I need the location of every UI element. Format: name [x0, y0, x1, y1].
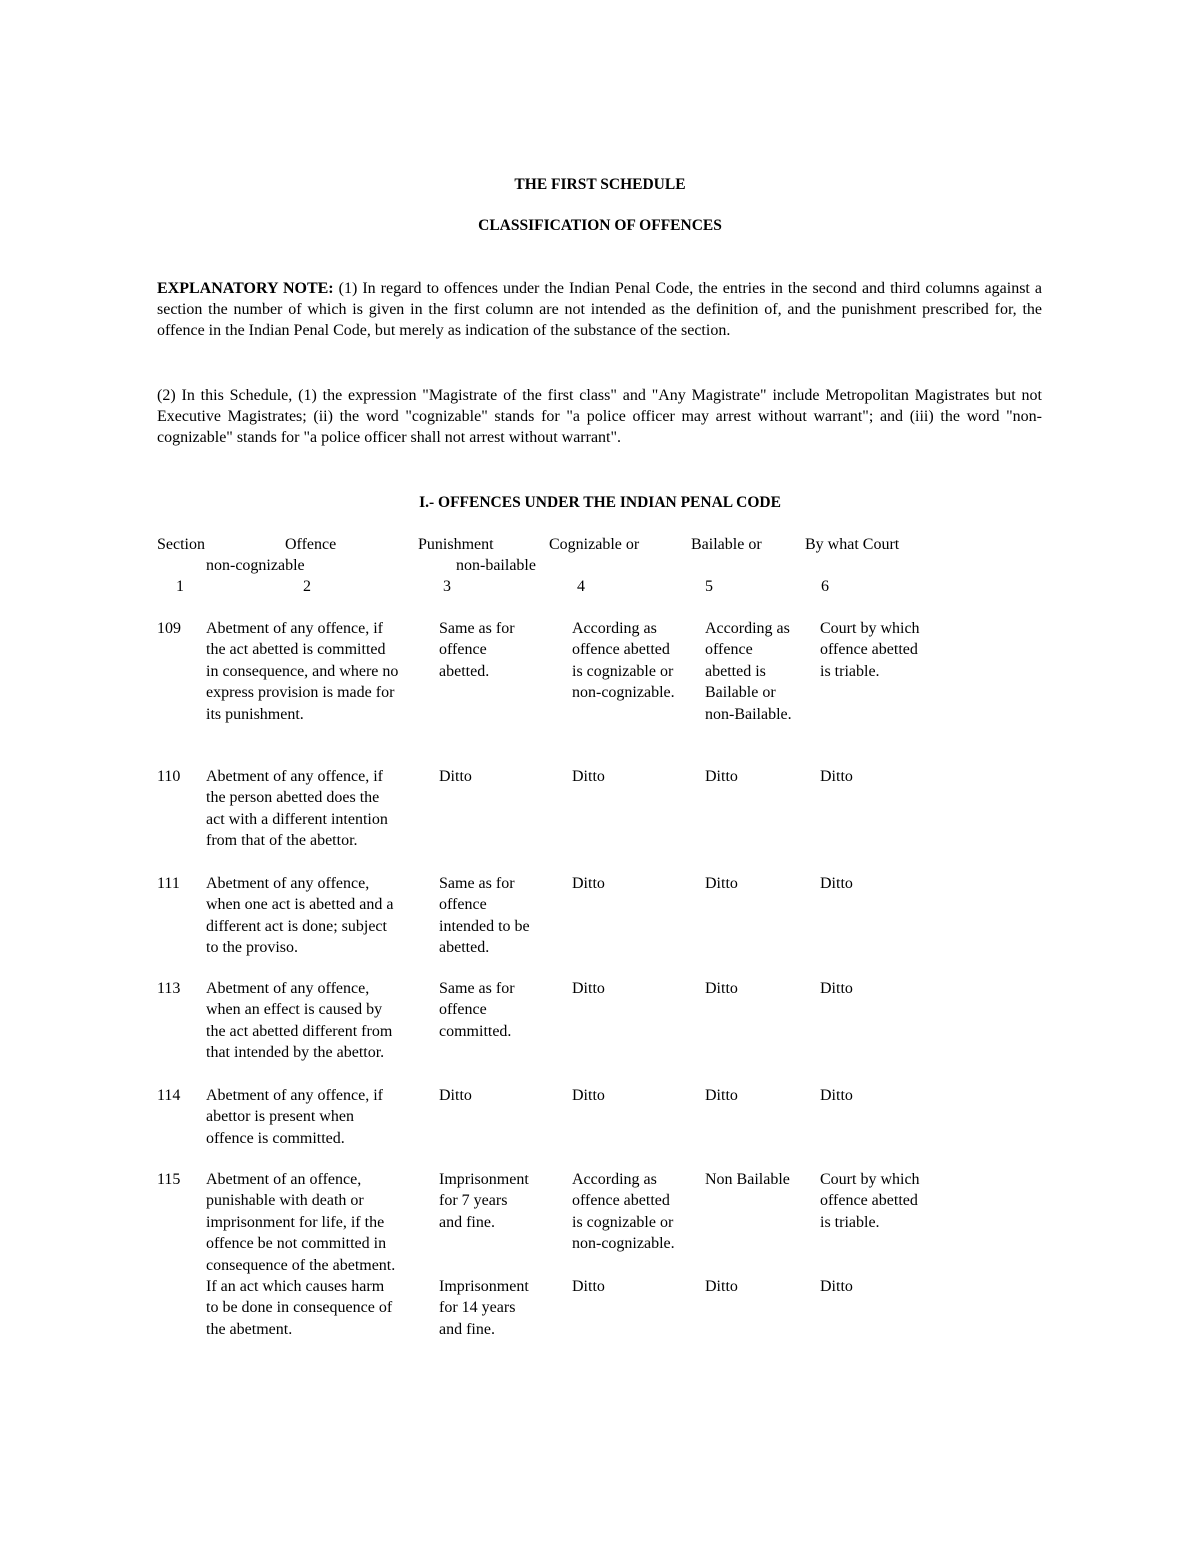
row-punishment: Imprisonment for 7 years and fine.	[439, 1171, 529, 1231]
row-cognizable: According as offence abetted is cognizable or non-cognizable.	[572, 620, 675, 702]
row-court: Court by which offence abetted is triable.	[820, 1171, 920, 1231]
row-bailable: Ditto	[705, 980, 738, 997]
row-punishment: Ditto	[439, 768, 472, 785]
row-court: Ditto	[820, 768, 853, 785]
row-offence: Abetment of any offence, when an effect is caused by the act abetted different from that intended by the abettor.	[206, 980, 393, 1062]
explanatory-note-1	[157, 278, 1042, 341]
row-bailable: According as offence abetted is Bailable or non-Bailable.	[705, 620, 792, 723]
column-number: 2	[303, 578, 311, 595]
row-cognizable: Ditto	[572, 1278, 605, 1295]
row-bailable: Ditto	[705, 1087, 738, 1104]
row-punishment: Same as for offence intended to be abetted.	[439, 875, 530, 957]
column-number: 5	[705, 578, 713, 595]
row-punishment: Same as for offence committed.	[439, 980, 515, 1040]
row-court: Ditto	[820, 980, 853, 997]
column-number: 4	[577, 578, 585, 595]
row-punishment: Same as for offence abetted.	[439, 620, 515, 680]
row-cognizable: Ditto	[572, 875, 605, 892]
row-offence: Abetment of any offence, if abettor is present when offence is committed.	[206, 1087, 383, 1147]
row-section: 110	[157, 768, 181, 785]
row-offence: Abetment of any offence, when one act is abetted and a different act is done; subject to the proviso.	[206, 875, 394, 957]
row-court: Ditto	[820, 1087, 853, 1104]
header-bailable-line2: non-bailable	[456, 557, 536, 574]
row-punishment: Ditto	[439, 1087, 472, 1104]
row-section: 114	[157, 1087, 181, 1104]
row-bailable: Ditto	[705, 768, 738, 785]
row-offence: Abetment of any offence, if the person abetted does the act with a different intention from that of the abettor.	[206, 768, 388, 850]
row-section: 115	[157, 1171, 181, 1188]
row-court: Ditto	[820, 1278, 853, 1295]
header-bailable: Bailable or	[691, 536, 762, 553]
header-section: Section	[157, 536, 205, 553]
row-cognizable: Ditto	[572, 980, 605, 997]
row-cognizable: Ditto	[572, 1087, 605, 1104]
row-section: 113	[157, 980, 181, 997]
row-cognizable: According as offence abetted is cognizable or non-cognizable.	[572, 1171, 675, 1253]
header-court: By what Court	[805, 536, 900, 553]
header-offence: Offence	[285, 536, 337, 553]
header-cognizable: Cognizable or	[549, 536, 640, 553]
header-cognizable-line2: non-cognizable	[206, 557, 305, 574]
row-punishment: Imprisonment for 14 years and fine.	[439, 1278, 529, 1338]
row-cognizable: Ditto	[572, 768, 605, 785]
explanatory-note-2: (2) In this Schedule, (1) the expression "Magistrate of the first class" and "Any Magistrate" include Metropolitan Magistrates but not Executive Magistrates; (ii) the word "cognizable" stands for "a police officer may arrest without warrant"; and (iii) the word "non-cognizable" stands for "a police officer shall not arrest without warrant".	[157, 387, 1042, 446]
part-title: I.- OFFENCES UNDER THE INDIAN PENAL CODE	[419, 494, 781, 511]
column-number: 1	[176, 578, 184, 595]
schedule-subtitle: CLASSIFICATION OF OFFENCES	[478, 217, 722, 234]
row-offence: Abetment of an offence, punishable with death or imprisonment for life, if the offence be not committed in consequence of the abetment.	[206, 1171, 396, 1274]
explanatory-note-text-1: (1) In regard to offences under the Indian Penal Code, the entries in the second and third columns against a section the number of which is given in the first column are not intended as the definition of, and the punishment prescribed for, the offence in the Indian Penal Code, but merely as indication of the substance of the section.	[157, 280, 1043, 339]
row-section: 109	[157, 620, 181, 637]
row-offence: If an act which causes harm to be done in consequence of the abetment.	[206, 1278, 393, 1338]
column-number: 3	[443, 578, 451, 595]
row-bailable: Non Bailable	[705, 1171, 790, 1188]
row-court: Ditto	[820, 875, 853, 892]
row-bailable: Ditto	[705, 1278, 738, 1295]
row-section: 111	[157, 875, 180, 892]
row-court: Court by which offence abetted is triable.	[820, 620, 920, 680]
row-bailable: Ditto	[705, 875, 738, 892]
header-punishment: Punishment	[418, 536, 494, 553]
schedule-title: THE FIRST SCHEDULE	[514, 176, 686, 193]
column-number: 6	[821, 578, 829, 595]
explanatory-note-lead: EXPLANATORY NOTE:	[157, 280, 334, 297]
row-offence: Abetment of any offence, if the act abetted is committed in consequence, and where no express provision is made for its punishment.	[206, 620, 399, 723]
